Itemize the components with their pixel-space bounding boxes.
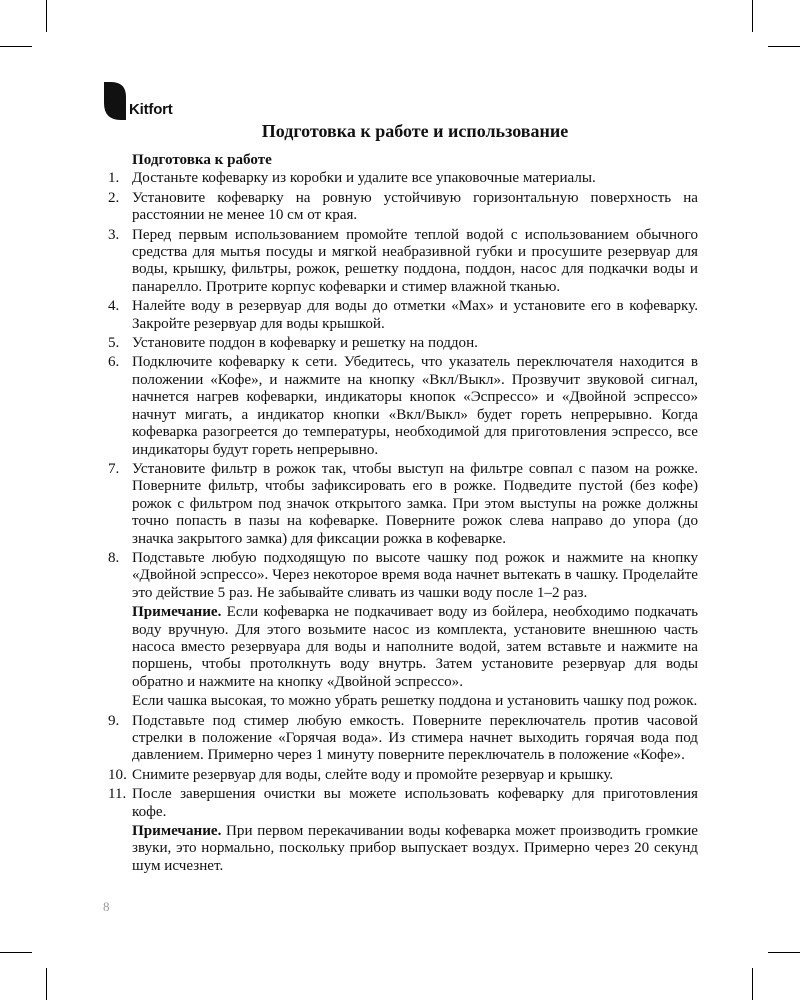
step-number: 4. <box>108 298 120 315</box>
step-item <box>108 170 698 187</box>
step-item <box>108 461 698 548</box>
note-text: При первом перекачивании воды кофеварка может производить громкие звуки, это нормально, поскольку прибор выпускает воздух. Примерно через 20 секунд шум исчезнет. <box>132 823 698 874</box>
crop-mark <box>752 0 753 32</box>
step-number: 9. <box>108 712 120 729</box>
page-title: Подготовка к работе и использование <box>261 121 569 141</box>
page-number: 8 <box>103 899 110 914</box>
crop-mark <box>768 952 800 953</box>
step-number: 2. <box>108 189 120 206</box>
step-item <box>108 335 698 352</box>
step-note <box>132 604 698 691</box>
step-item <box>108 354 698 458</box>
step-note <box>132 823 698 875</box>
step-extra-text: Если чашка высокая, то можно убрать решетку поддона и установить чашку под рожок. <box>132 693 698 710</box>
step-item <box>108 190 698 225</box>
crop-mark <box>0 46 32 47</box>
step-text: Подставьте любую подходящую по высоте чашку под рожок и нажмите на кнопку «Двойной эспрессо». Через некоторое время вода начнет вытекать в чашку. Проделайте это действие 5 раз. Не забывайте сливать из чашки воду после 1–2 раз. <box>132 549 698 601</box>
step-text: Налейте воду в резервуар для воды до отметки «Max» и установите его в кофеварку. Закройте резервуар для воды крышкой. <box>132 298 698 332</box>
step-text: Установите кофеварку на ровную устойчивую горизонтальную поверхность на расстоянии не менее 10 см от края. <box>132 189 698 224</box>
step-text: Снимите резервуар для воды, слейте воду и промойте резервуар и крышку. <box>132 766 614 783</box>
note-label: Примечание. <box>132 604 222 621</box>
step-item <box>108 550 698 711</box>
kitfort-logo <box>104 82 173 120</box>
step-item <box>108 227 698 297</box>
step-text: Установите поддон в кофеварку и решетку на поддон. <box>132 335 478 352</box>
step-number: 1. <box>108 170 120 187</box>
crop-mark <box>0 952 32 953</box>
step-text: Перед первым использованием промойте теплой водой с использованием обычного средства для мытья посуды и мягкой неабразивной губки и просушите резервуар для воды, крышку, фильтры, рожок, решетку поддона, поддон, насос для подкачки воды и панарелло. Протрите корпус кофеварки и стимер влажной тканью. <box>132 226 698 295</box>
step-item <box>108 298 698 333</box>
step-item <box>108 767 698 784</box>
step-number: 10. <box>108 766 127 783</box>
instructions <box>108 152 698 877</box>
crop-mark <box>46 968 47 1000</box>
kitfort-logo-icon <box>104 82 126 120</box>
crop-mark <box>752 968 753 1000</box>
crop-mark <box>46 0 47 32</box>
step-text: После завершения очистки вы можете использовать кофеварку для приготовления кофе. <box>132 786 698 820</box>
crop-mark <box>768 46 800 47</box>
step-number: 8. <box>108 549 120 566</box>
step-item <box>108 713 698 765</box>
step-item <box>108 786 698 875</box>
step-text: Установите фильтр в рожок так, чтобы выступ на фильтре совпал с пазом на рожке. Поверните фильтр, чтобы зафиксировать его в рожке. Подведите пустой (без кофе) рожок с фильтром под значок открытого замка. При этом выступы на рожке должны точно попасть в пазы на кофеварке. Поверните рожок слева направо до упора (до значка закрытого замка) для фиксации рожка в кофеварке. <box>132 460 698 547</box>
steps-list <box>108 170 698 875</box>
step-number: 11. <box>108 786 127 803</box>
section-title: Подготовка к работе <box>132 152 272 168</box>
step-number: 7. <box>108 460 120 477</box>
step-number: 6. <box>108 354 120 371</box>
step-number: 5. <box>108 335 120 352</box>
note-text: Если кофеварка не подкачивает воду из бойлера, необходимо подкачать воду вручную. Для этого возьмите насос из комплекта, установите внешнюю часть насоса вместо резервуара для воды и наполните водой, затем вставьте и нажмите на поршень, чтобы протолкнуть воду внутрь. Затем установите резервуар для воды обратно и нажмите на кнопку «Двойной эспрессо». <box>132 604 698 690</box>
step-text: Подставьте под стимер любую емкость. Поверните переключатель против часовой стрелки в положение «Горячая вода». Из стимера начнет выходить горячая вода под давлением. Примерно через 1 минуту поверните переключатель в положение «Кофе». <box>132 712 698 764</box>
step-number: 3. <box>108 226 120 243</box>
step-text: Подключите кофеварку к сети. Убедитесь, что указатель переключателя находится в положении «Кофе», и нажмите на кнопку «Вкл/Выкл». Прозвучит звуковой сигнал, начнется нагрев кофеварки, индикаторы кнопок «Эспрессо» и «Двойной эспрессо» начнут мигать, а индикатор кнопки «Вкл/Выкл» будет гореть непрерывно. Когда кофеварка разогреется до температуры, необходимой для приготовления эспрессо, все индикаторы будут гореть непрерывно. <box>132 354 698 458</box>
brand-name: Kitfort <box>129 100 173 118</box>
step-text: Достаньте кофеварку из коробки и удалите все упаковочные материалы. <box>132 170 596 187</box>
note-label: Примечание. <box>132 823 222 840</box>
